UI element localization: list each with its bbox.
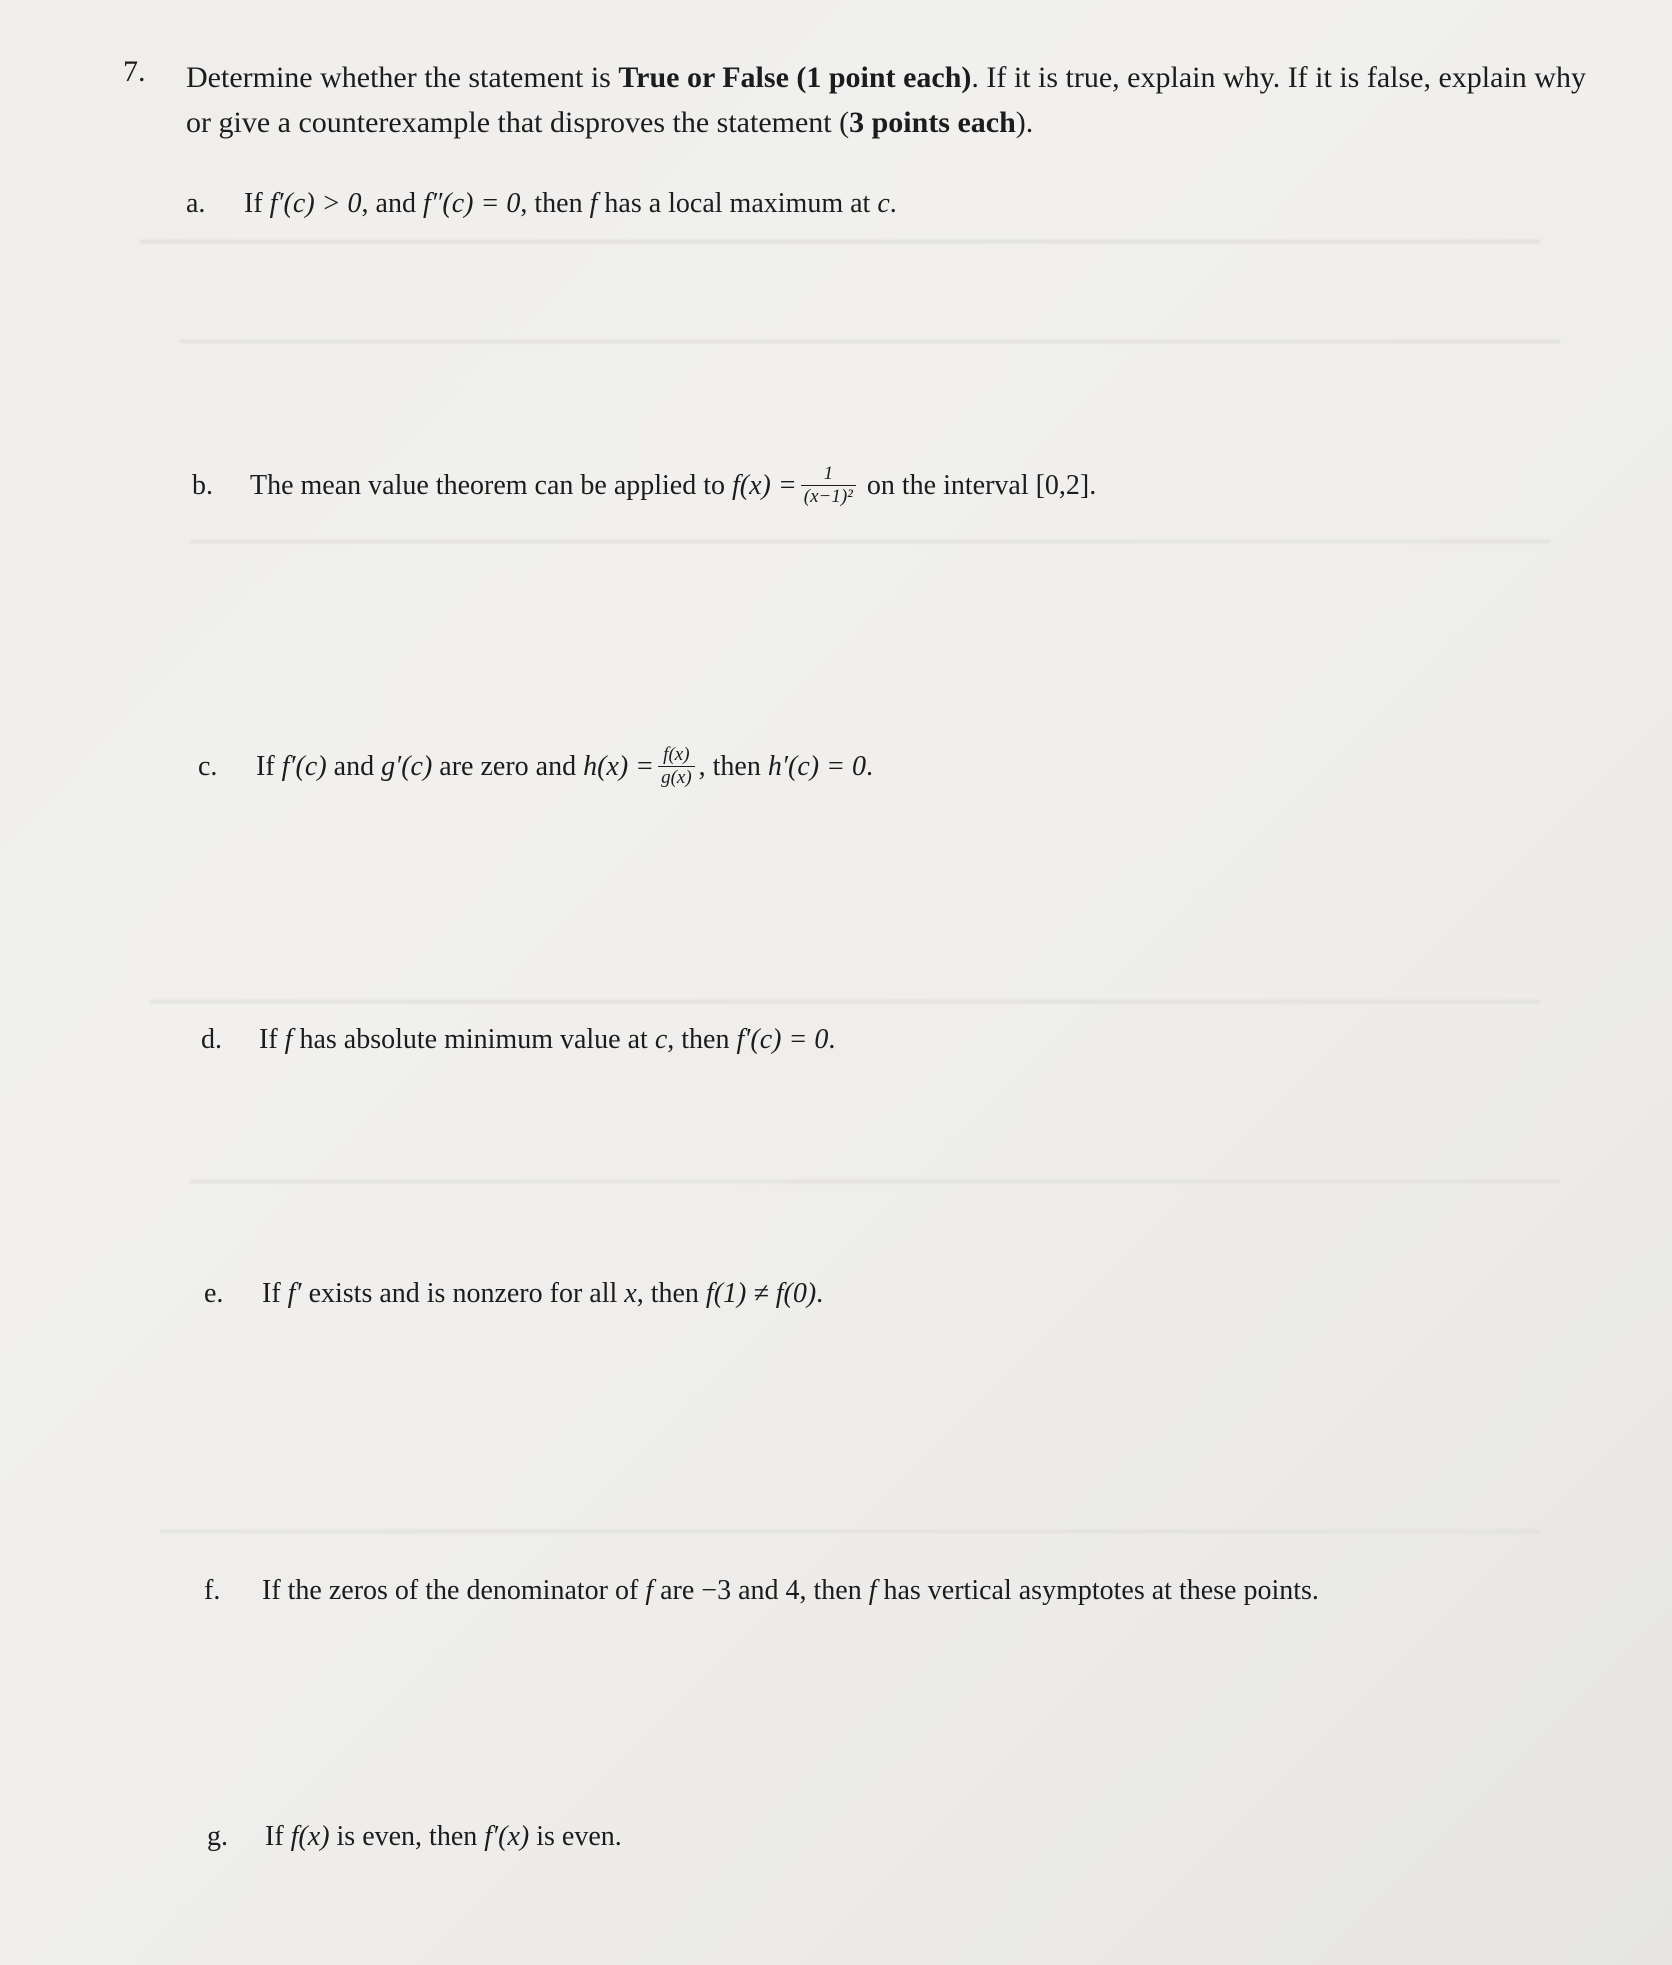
statement-text: . <box>828 1024 836 1055</box>
statement-letter: d. <box>201 1024 222 1055</box>
statement-d <box>201 1024 835 1056</box>
fraction-denominator: g(x) <box>661 767 692 788</box>
statement-letter: c. <box>198 750 218 782</box>
math-expression: g′(c) <box>381 750 433 782</box>
statement-b <box>192 465 1096 510</box>
statement-text: are −3 and 4, then <box>653 1575 869 1606</box>
math-expression: f <box>868 1575 877 1606</box>
instructions-text: . If it is true, explain why. If it is false, explain why or give a counterexample that disproves the statement ( <box>186 61 1586 139</box>
statement-letter: e. <box>204 1278 224 1309</box>
statement-text: . <box>865 750 873 782</box>
instructions-bold-points: 3 points each <box>849 106 1016 139</box>
statement-text: . <box>889 188 897 219</box>
statement-text: , then <box>520 188 590 219</box>
statement-text: on the interval [0,2]. <box>859 469 1097 501</box>
fraction-numerator: f(x) <box>658 744 695 767</box>
question-instructions <box>186 55 1586 145</box>
statement-f <box>204 1575 1319 1607</box>
instructions-text: Determine whether the statement is <box>186 61 619 94</box>
statement-text: , then <box>667 1024 737 1055</box>
bleed-through-line <box>180 340 1560 343</box>
statement-text: If <box>262 1278 288 1309</box>
bleed-through-line <box>150 1000 1540 1003</box>
statement-text: , then <box>698 750 768 782</box>
statement-text: If <box>256 750 282 782</box>
statement-a <box>186 188 897 220</box>
math-expression: c <box>877 188 890 219</box>
statement-text: The mean value theorem can be applied to <box>250 469 733 501</box>
statement-text: are zero and <box>432 750 584 782</box>
statement-text: If the zeros of the denominator of <box>262 1575 646 1606</box>
math-expression: f″(c) = 0 <box>422 188 521 219</box>
statement-text: has absolute minimum value at <box>292 1024 655 1055</box>
math-expression: f <box>589 188 598 219</box>
statement-text: , then <box>636 1278 706 1309</box>
fraction <box>658 744 695 789</box>
statement-text: If <box>259 1024 285 1055</box>
math-expression: f′ <box>287 1278 302 1309</box>
math-expression: c <box>654 1024 668 1055</box>
fraction <box>801 463 856 508</box>
statement-letter: g. <box>207 1821 228 1852</box>
statement-c <box>198 746 873 791</box>
bleed-through-line <box>190 540 1550 543</box>
math-expression: f′(c) <box>281 750 327 782</box>
math-expression: f(x) = <box>732 469 797 501</box>
statement-e <box>204 1278 823 1310</box>
statement-text: . <box>816 1278 824 1309</box>
question-number: 7. <box>123 55 146 88</box>
statement-text: has vertical asymptotes at these points. <box>876 1575 1319 1606</box>
instructions-bold-true-false: True or False (1 point each) <box>618 61 972 94</box>
statement-text: If <box>265 1821 291 1852</box>
statement-letter: b. <box>192 469 213 501</box>
math-expression: f′(c) = 0 <box>736 1024 829 1055</box>
bleed-through-line <box>190 1180 1560 1183</box>
fraction-numerator: 1 <box>801 463 856 486</box>
statement-text: has a local maximum at <box>597 188 878 219</box>
statement-text: exists and is nonzero for all <box>301 1278 625 1309</box>
math-expression: f(1) ≠ f(0) <box>705 1278 817 1309</box>
statement-letter: a. <box>186 188 206 219</box>
instructions-text: ). <box>1015 106 1034 139</box>
math-expression: h(x) = <box>583 750 655 782</box>
math-expression: x <box>624 1278 637 1309</box>
statement-text: , and <box>361 188 423 219</box>
statement-text: If <box>244 188 270 219</box>
statement-text: and <box>326 750 382 782</box>
math-expression: f′(x) <box>484 1821 530 1852</box>
math-expression: f <box>284 1024 293 1055</box>
statement-g <box>207 1821 622 1853</box>
math-expression: f <box>645 1575 654 1606</box>
statement-text: is even, then <box>329 1821 485 1852</box>
math-expression: f(x) <box>290 1821 330 1852</box>
math-expression: h′(c) = 0 <box>767 750 866 782</box>
statement-letter: f. <box>204 1575 221 1606</box>
fraction-denominator: (x−1)² <box>803 486 853 507</box>
statement-text: is even. <box>529 1821 622 1852</box>
bleed-through-line <box>160 1530 1540 1533</box>
math-expression: f′(c) > 0 <box>269 188 362 219</box>
bleed-through-line <box>140 240 1540 243</box>
